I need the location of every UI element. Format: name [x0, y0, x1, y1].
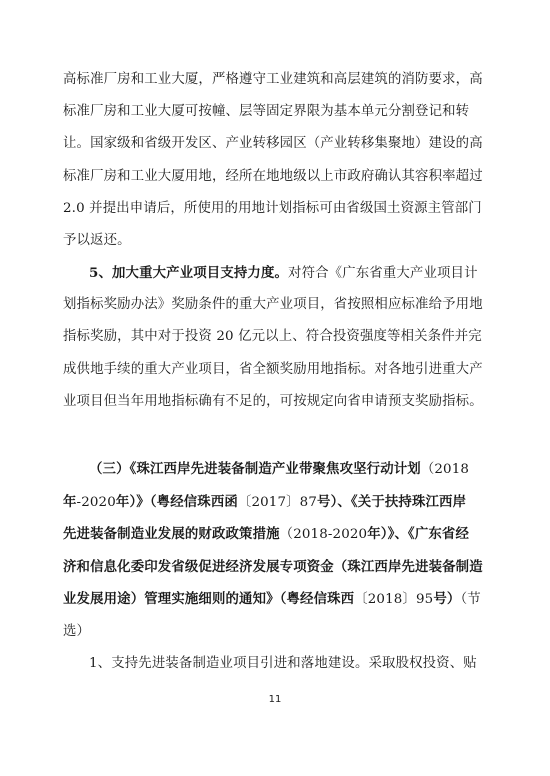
text-line: 标准厂房和工业大厦用地，经所在地地级以上市政府确认其容积率超过 — [63, 168, 483, 184]
heading-text: -2020 — [76, 494, 116, 510]
text-line: 2.0 并提出申请后，所使用的用地计划指标可由省级国土资源主管部门 — [63, 200, 482, 216]
heading-text: （三）《珠江西岸先进装备制造产业带聚焦攻坚行动计划 — [89, 461, 421, 477]
text-line: 成供地手续的重大产业项目，省全额奖励用地指标。对各地引进重大产 — [63, 361, 483, 377]
text-line: 予以返还。 — [63, 232, 131, 248]
heading-text: 业发展用途）管理实施细则的通知》（粤经信珠西 — [63, 591, 355, 608]
heading-text: 年 — [63, 493, 77, 510]
heading-text: 〔2018〕95 — [354, 592, 434, 608]
text-line: 业项目但当年用地指标确有不足的，可按规定向省申请预支奖励指标。 — [63, 393, 483, 409]
heading-text: 年）》（粤经信珠西函 — [115, 493, 238, 510]
item-text: 采取股权投资、贴 — [368, 656, 477, 671]
section-heading — [63, 453, 489, 649]
text-line — [63, 257, 489, 289]
heading-text: （2018 — [420, 462, 470, 477]
text-line: 让。国家级和省级开发区、产业转移园区（产业转移集聚地）建设的高 — [63, 136, 483, 152]
item-lead: 1、支持先进装备制造业项目引进和落地建设。 — [89, 656, 369, 671]
heading-text: 年）》、《广东省经 — [367, 526, 469, 543]
text-line: 标准厂房和工业大厦可按幢、层等固定界限为基本单元分割登记和转 — [63, 104, 470, 120]
text-line: 指标奖励，其中对于投资 20 亿元以上、符合投资强度等相关条件并完 — [63, 329, 482, 345]
heading-text: （节 — [460, 592, 481, 608]
heading-line — [63, 486, 489, 519]
heading-text: 先进装备制造业发展的财政政策措施 — [63, 526, 280, 543]
heading-text: 〔2017〕87 — [237, 494, 318, 510]
heading-line — [63, 583, 489, 616]
paragraph-major-projects — [63, 257, 489, 418]
heading-line — [63, 453, 489, 486]
item-lead: 5、加大重大产业项目支持力度。 — [89, 265, 289, 281]
text-line: 高标准厂房和工业大厦，严格遵守工业建筑和高层建筑的消防要求，高 — [63, 72, 483, 87]
paragraph-factory-buildings — [63, 64, 489, 257]
heading-line — [63, 518, 489, 551]
item-text: 对符合《广东省重大产业项目计 — [288, 266, 478, 281]
paragraph-equipment-projects — [63, 648, 489, 680]
heading-text: 号） — [433, 591, 461, 608]
text-line — [63, 648, 489, 680]
text-line: 划指标奖励办法》奖励条件的重大产业项目，省按照相应标准给予用地 — [63, 297, 483, 313]
heading-line: 选） — [63, 623, 91, 639]
heading-text: （2018-2020 — [279, 527, 368, 543]
page-number: 11 — [268, 694, 282, 705]
heading-line: 济和信息化委印发省级促进经济发展专项资金（珠江西岸先进装备制造 — [63, 558, 483, 575]
heading-text: 号）、《关于扶持珠江西岸 — [317, 493, 467, 510]
